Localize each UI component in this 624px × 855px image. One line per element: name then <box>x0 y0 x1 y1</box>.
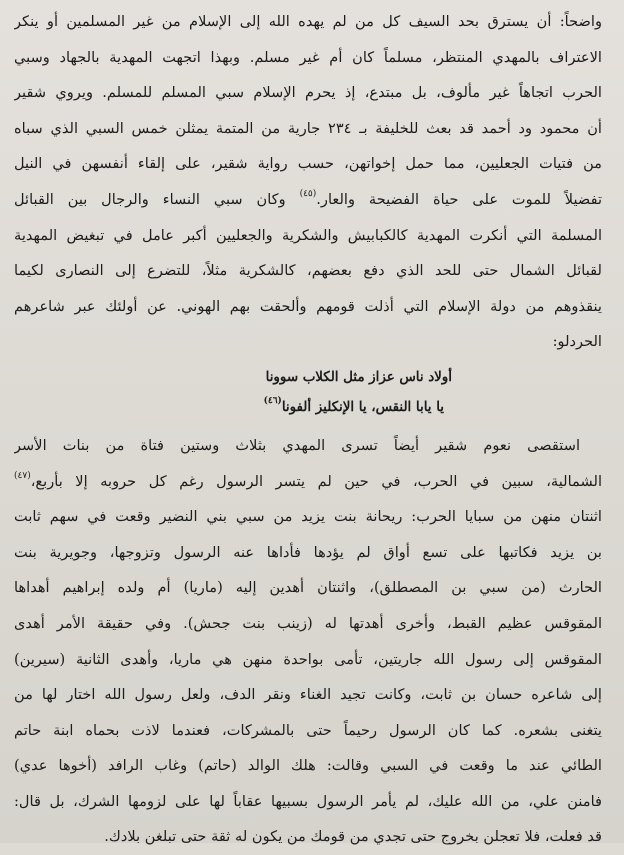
footnote-marker: (٤٧) <box>14 470 31 481</box>
text-line: الحارث (من سبي بن المصطلق)، واثنتان أهدين إليه (ماريا) أم ولده إبراهيم أهداها <box>14 579 602 597</box>
text-line: لقبائل الشمال حتى للحد الذي دفع بعضهم، كالشكرية مثلاً، للتضرع إلى النصارى لكيما <box>14 262 602 280</box>
text-segment: يا يابا النقس، يا الإنكليز ألفونا <box>281 398 444 415</box>
text-line: يتغنى بشعره. كما كان الرسول رحيماً حتى بالمشركات، فعندما لاذت بحماه ابنة حاتم <box>14 721 602 739</box>
text-segment: الشمالية، سبين في الحرب، في حين لم يتسر الرسول رغم كل حروبه إلا بأربع، <box>30 472 602 490</box>
text-line: الطائي عند ما وقعت في السبي وقالت: هلك الوالد (حاتم) وغاب الرافد (أخوها عدي) <box>14 757 602 775</box>
text-line: قد فعلت، فلا تعجلن بخروج حتى تجدي من قومك من يكون له ثقة حتى تبلغن بلادك. <box>104 828 602 846</box>
text-line: الحرب اتجاهاً غير مألوف، بل مبتدع، إذ يحرم الإسلام سبي المسلم للمسلم. ويروي شقير <box>14 84 602 102</box>
text-line: المقوقس إلى رسول الله جاريتين، تأمى بواحدة منهن هي ماريا، وأهدى الثانية (سيرين) <box>14 650 602 668</box>
poem-quote <box>14 362 602 422</box>
text-line-with-footnote <box>14 464 602 500</box>
text-line: إلى شاعره حسان بن ثابت، وكانت تجيد الغناء ونقر الدف، ولعل رسول الله اختار لها من <box>14 686 602 704</box>
paragraph-1 <box>14 4 602 360</box>
text-line: فامنن علي، من الله عليك، لم يأمر الرسول بسبيها عقاباً لها على لزومها الشرك، بل قال: <box>14 792 602 810</box>
text-line: الحردلو: <box>552 333 602 351</box>
footnote-marker: (٤٦) <box>263 395 282 406</box>
poem-verse-1: أولاد ناس عزاز مثل الكلاب سوونا <box>265 368 452 385</box>
text-line: واضحاً: أن يسترق بحد السيف كل من لم يهده الله إلى الإسلام من غير المسلمين أو ينكر <box>14 13 602 30</box>
text-segment: تفضيلاً للموت على حياة الفضيحة والعار. <box>316 190 602 208</box>
text-line: ينقذوهم من دولة الإسلام التي أذلت قومهم وألحقت بهم الهوني. عن أولئك عبر شاعرهم <box>14 297 602 315</box>
text-line-with-footnote <box>14 182 602 218</box>
poem-verse-2 <box>14 392 452 422</box>
text-line: الاعتراف بالمهدي المنتظر، مسلماً كان أم غير مسلم. وبهذا اتجهت المهدية بالجهاد وسبي <box>14 48 602 66</box>
text-segment: وكان سبي النساء والرجال بين القبائل <box>14 190 286 208</box>
text-line: من فتيات الجعليين، مما حمل إخواتهن، حسب رواية شقير، على إلقاء أنفسهن في النيل <box>14 155 602 173</box>
text-line: استقصى نعوم شقير أيضاً تسرى المهدي بثلاث وستين فتاة من بنات الأسر <box>14 436 580 454</box>
text-line: اثنتان منهن من سبايا الحرب: ريحانة بنت يزيد من سبي بني النضير وقعت في سهم ثابت <box>14 508 602 526</box>
paragraph-2 <box>14 428 602 855</box>
text-line: بن يزيد فكاتبها على تسع أواق لم يؤدها فأداها عنه الرسول وتزوجها، وجويرية بنت <box>14 543 602 561</box>
footnote-marker: (٤٥) <box>299 188 317 199</box>
text-line: أن محمود ود أحمد قد بعث للخليفة بـ ٢٣٤ جارية من المتمة يمثلن خمس السبي الذي سباه <box>14 119 602 137</box>
text-line: المسلمة التي أنكرت المهدية كالكبابيش والشكرية والجعليين أكبر عامل في تبغيض المهدية <box>14 226 602 244</box>
text-line: المقوقس عظيم القبط، وأخرى أهدتها له (زينب بنت جحش). وفي حقيقة الأمر أهدى <box>14 614 602 632</box>
